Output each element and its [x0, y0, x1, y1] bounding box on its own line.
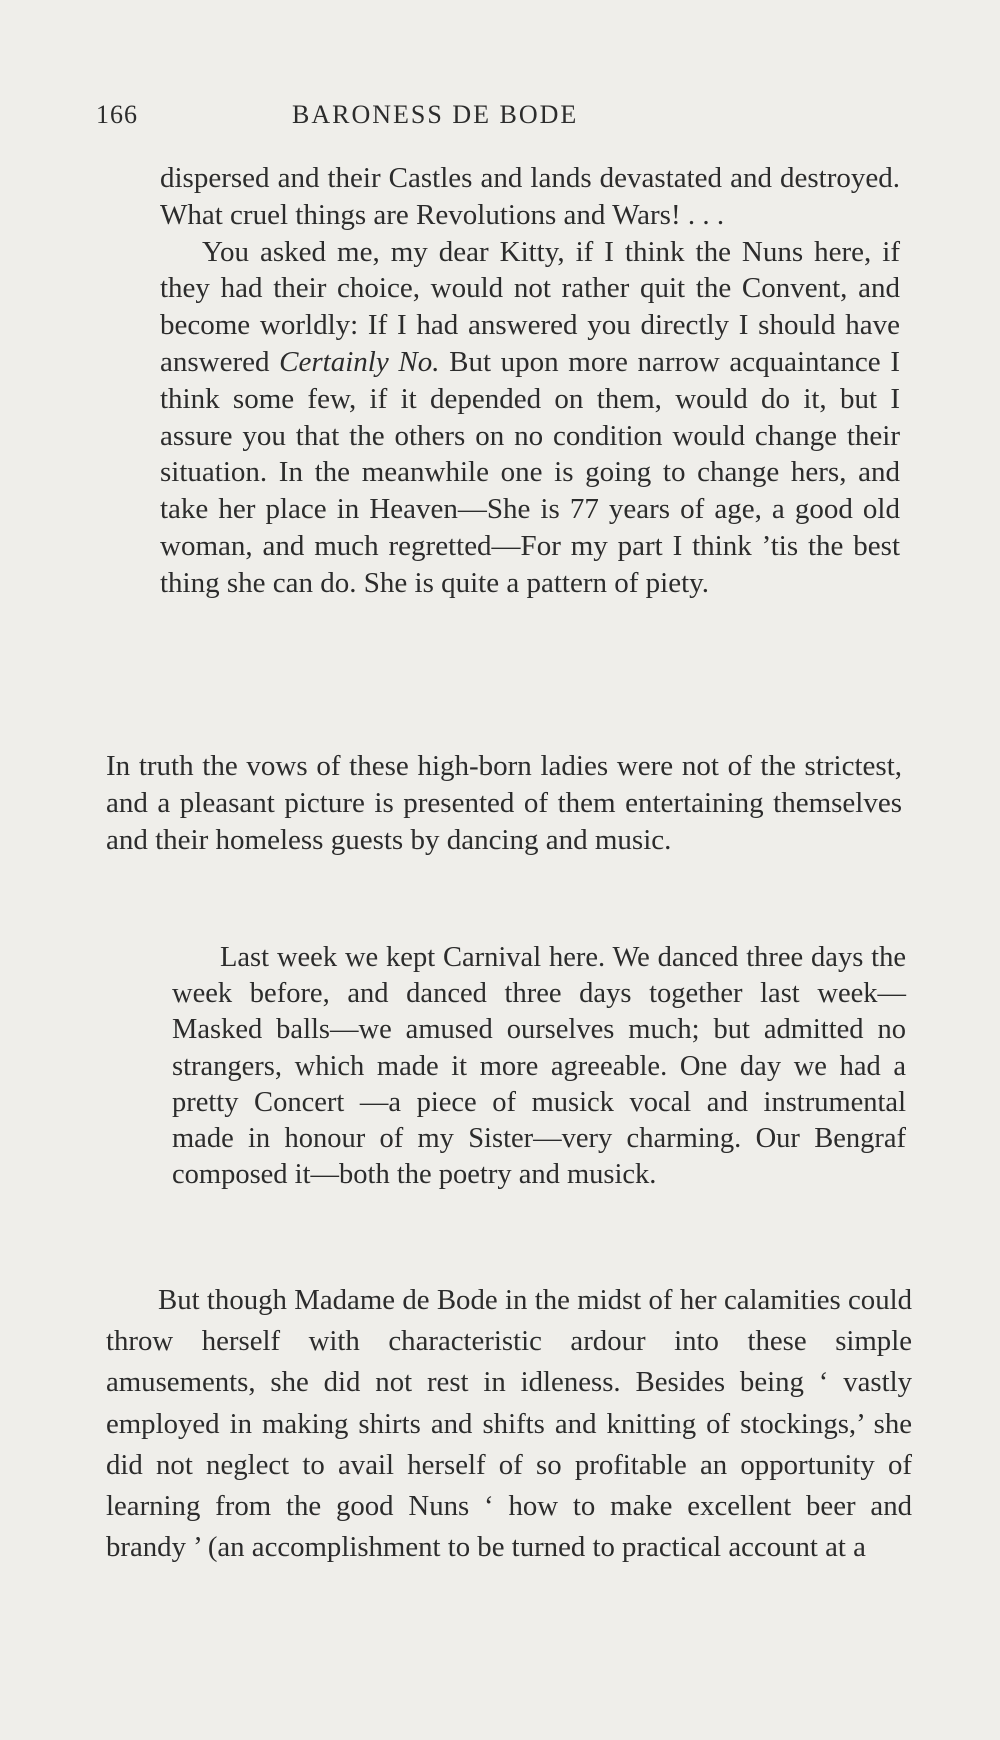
body-paragraph-1-text: In truth the vows of these high-born ladies were not of the strictest, and a pleasant picture is presented of them entertaining themselves and their homeless guests by dancing and music.: [106, 750, 902, 856]
letter-excerpt-1-paragraph-1: dispersed and their Castles and lands devastated and destroyed. What cruel things are Revolutions and Wars! . . .: [160, 162, 900, 231]
body-paragraph-2: [106, 1280, 912, 1568]
body-paragraph-2-text: But though Madame de Bode in the midst of her calamities could throw herself with characteristic ardour into these simple amusements, she did not rest in idleness. Besides being ‘ vastly employed in making shirts and shifts and knitting of stockings,’ she did not neglect to avail herself of so profitable an opportunity of learning from the good Nuns ‘ how to make excellent beer and brandy ’ (an accomplishment to be turned to practical account at a: [106, 1284, 912, 1564]
letter-excerpt-1: [160, 160, 900, 602]
paragraph-2-start: You asked me, my dear Kitty, if I think the Nuns here, if they had their choice, would not rather quit the Convent, and become worldly: If I had answered you directly I should have answered: [160, 235, 900, 378]
page-number: 166: [96, 100, 138, 129]
running-head: BARONESS DE BODE: [292, 100, 579, 129]
letter-excerpt-2: [172, 940, 906, 1193]
body-paragraph-1: [106, 748, 902, 858]
letter-excerpt-2-text: Last week we kept Carnival here. We danced three days the week before, and danced three days together last week—Masked balls—we amused ourselves much; but admitted no strangers, which made it more agreeable. One day we had a pretty Concert —a piece of musick vocal and instrumental made in honour of my Sister—very charming. Our Bengraf composed it—both the poetry and musick.: [172, 942, 906, 1191]
page-header: [96, 100, 816, 136]
italic-phrase: Certainly No.: [279, 345, 440, 378]
paragraph-2-end: But upon more narrow acquaintance I think some few, if it depended on them, would do it, but I assure you that the others on no condition would change their situation. In the meanwhile one is going to change hers, and take her place in Heaven—She is 77 years of age, a good old woman, and much regretted—For my part I think ’tis the best thing she can do. She is quite a pattern of piety.: [160, 345, 900, 599]
letter-excerpt-1-paragraph-2: [160, 234, 900, 602]
